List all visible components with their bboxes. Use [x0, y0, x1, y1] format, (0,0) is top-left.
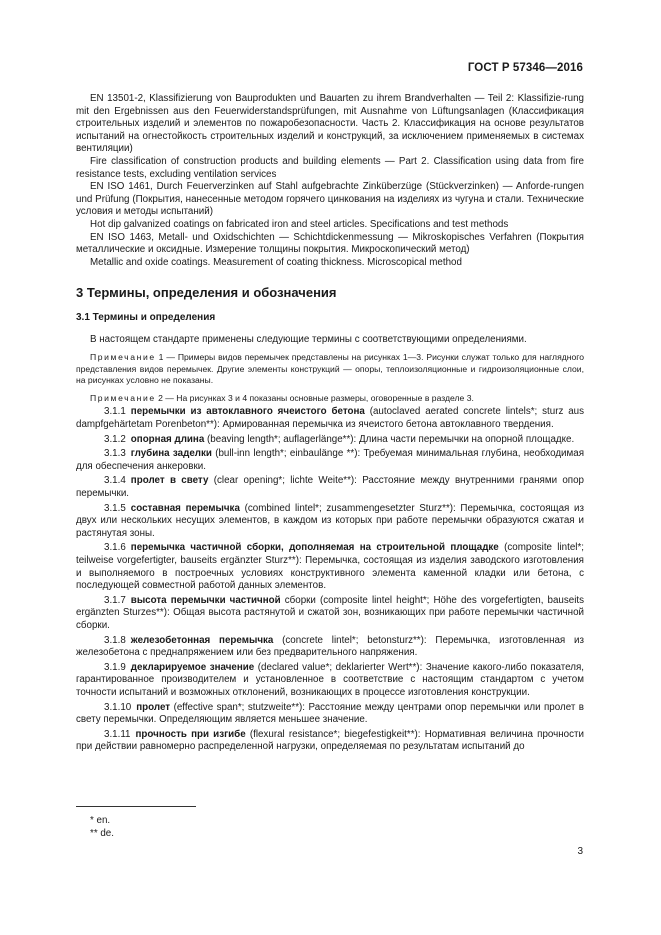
term-number: 3.1.3: [104, 448, 126, 460]
note-label: Примечание: [90, 392, 156, 403]
footnote: ** de.: [90, 828, 114, 839]
subsection-heading: 3.1 Термины и определения: [76, 311, 216, 323]
term-name: прочность при изгибе: [135, 728, 246, 740]
term-definition: [76, 475, 584, 500]
note-text: 2 — На рисунках 3 и 4 показаны основные размеры, оговоренные в разделе 3.: [158, 392, 474, 403]
term-text: (declared value*; deklarierter Wert**): Значение какого-либо показателя, гарантированное производителем и установленное в соответствие с настоящим стандартом с учетом точности испытаний и возможных отклонений, возникающих в процессе изготовления конструкции.: [76, 661, 584, 698]
term-text: (bull-inn length*; einbaulänge **): Требуемая минимальная глубина, необходимая для обеспечения анкеровки.: [76, 448, 584, 472]
term-name: высота перемычки частичной: [130, 594, 281, 606]
term-number: 3.1.9: [104, 661, 126, 673]
note-label: Примечание: [90, 352, 156, 363]
note-text: 1 — Примеры видов перемычек представлены на рисунках 1—3. Рисунки служат только для наглядного представления видов перемычек. Другие элементы конструкций — опоры, теплоизоляционные и гидроизоляционные слои, на рисунках условно не показаны.: [76, 352, 584, 386]
term-text: сборки (composite lintel height*; Höhe des vorgefertigten, bauseits ergänzten Sturzes**): Общая высота растянутой и сжатой зон, возникающих при работе перемычки частичной сборки.: [76, 594, 584, 631]
term-number: 3.1.1: [104, 406, 126, 418]
reference-paragraph: Metallic and oxide coatings. Measurement of coating thickness. Microscopical method: [90, 256, 462, 268]
term-definition: [76, 542, 584, 592]
term-definition: [76, 503, 584, 541]
term-name: пролет в свету: [130, 475, 209, 487]
term-name: глубина заделки: [130, 448, 212, 460]
reference-paragraph: EN 13501-2, Klassifizierung von Bauprodukten und Bauarten zu ihrem Brandverhalten — Teil 2: Klassifizie-rung mit den Ergebnissen aus den Feuerwiderstandsprüfungen, mit Ausnahme von Lüftungsanlagen (Классификация строительных изделий и элементов по пожаробезопасности. Часть 2. Классификация на основе результатов испытаний на огнестойкость строительных изделий и конструкций, за исключением применяемых в системах вентиляции): [76, 93, 584, 155]
term-text: (clear opening*; lichte Weite**): Расстояние между внутренними гранями опор перемычки.: [76, 475, 584, 500]
term-text: (combined lintel*; zusammengesetzter Sturz**): Перемычка, состоящая из двух или нескольких несущих элементов, в каждом из которых при работе перемычки образуются сжатая и растянутая зоны.: [76, 502, 584, 539]
term-definition: [76, 434, 584, 447]
term-number: 3.1.10: [104, 701, 132, 713]
term-text: (autoclaved aerated concrete lintels*; sturz aus dampfgehärtetam Porenbeton**): Армированная перемычка из ячеистого бетона автоклавного твердения.: [76, 406, 585, 431]
term-name: перемычки из автоклавного ячеистого бетона: [130, 406, 365, 418]
term-number: 3.1.4: [104, 475, 126, 487]
term-definition: [76, 729, 584, 754]
term-definition: [76, 448, 584, 473]
term-number: 3.1.6: [104, 542, 126, 554]
page-body: [76, 93, 584, 754]
term-text: (flexural resistance*; biegefestigkeit**): Нормативная величина прочности при действии равномерно распределенной нагрузки, определяемая по результатам испытаний до: [76, 728, 584, 753]
footnote: * en.: [90, 815, 111, 826]
note-paragraph: [76, 352, 584, 387]
term-definition: [76, 635, 584, 660]
reference-paragraph: EN ISO 1463, Metall- und Oxidschichten — Schichtdickenmessung — Mikroskopisches Verfahren (Покрытия металлические и оксидные. Измерение толщины покрытия. Микроскопический метод): [76, 231, 584, 256]
section-heading: 3 Термины, определения и обозначения: [76, 285, 337, 301]
term-definition: [76, 702, 584, 727]
term-number: 3.1.5: [104, 502, 126, 514]
reference-paragraph: Hot dip galvanized coatings on fabricated iron and steel articles. Specifications and test methods: [90, 218, 509, 230]
term-text: (composite lintel*; teilweise vorgefertigter, bauseits ergänzter Sturz**): Перемычка, состоящая из изделия заводского изготовления и выполняемого в построечных условиях конструктивного элемента каменной кладки или бетона, с последующей совместной работой данных элементов.: [76, 542, 584, 592]
term-name: пролет: [136, 701, 171, 713]
term-definition: [76, 662, 584, 700]
intro-paragraph: В настоящем стандарте применены следующие термины с соответствующими определениями.: [90, 333, 527, 345]
note-paragraph: [76, 393, 584, 405]
term-name: железобетонная перемычка: [130, 634, 274, 646]
term-number: 3.1.7: [104, 594, 126, 606]
reference-paragraph: EN ISO 1461, Durch Feuerverzinken auf Stahl aufgebrachte Zinküberzüge (Stückverzinken) — Anforde-rungen und Prüfung (Покрытия, нанесенные методом горячего цинкования на изделиях из чугуна и стали. Технические условия и методы испытаний): [76, 181, 584, 218]
term-text: (concrete lintel*; betonsturz**): Перемычка, изготовленная из железобетона с преднапряжением или без предварительного напряжения.: [76, 634, 584, 659]
term-name: опорная длина: [130, 433, 205, 445]
term-name: перемычка частичной сборки, дополняемая на строительной площадке: [130, 542, 499, 554]
page-number: 3: [577, 846, 583, 857]
term-definition: [76, 406, 584, 431]
term-number: 3.1.8: [104, 634, 126, 646]
term-text: (beaving length*; auflagerlänge**): Длина части перемычки на опорной площадке.: [204, 433, 575, 445]
document-number: ГОСТ Р 57346—2016: [467, 62, 583, 74]
term-number: 3.1.11: [104, 728, 131, 740]
term-definition: [76, 595, 584, 633]
term-name: декларируемое значение: [130, 661, 255, 673]
reference-paragraph: Fire classification of construction products and building elements — Part 2. Classification using data from fire resistance tests, excluding ventilation services: [76, 155, 584, 180]
term-number: 3.1.2: [104, 433, 126, 445]
term-name: составная перемычка: [130, 502, 240, 514]
footnote-divider: [76, 806, 196, 807]
term-text: (effective span*; stutzweite**): Расстояние между центрами опор перемычки или пролет в свету перемычки. Определяющим является меньшее значение.: [76, 701, 584, 726]
